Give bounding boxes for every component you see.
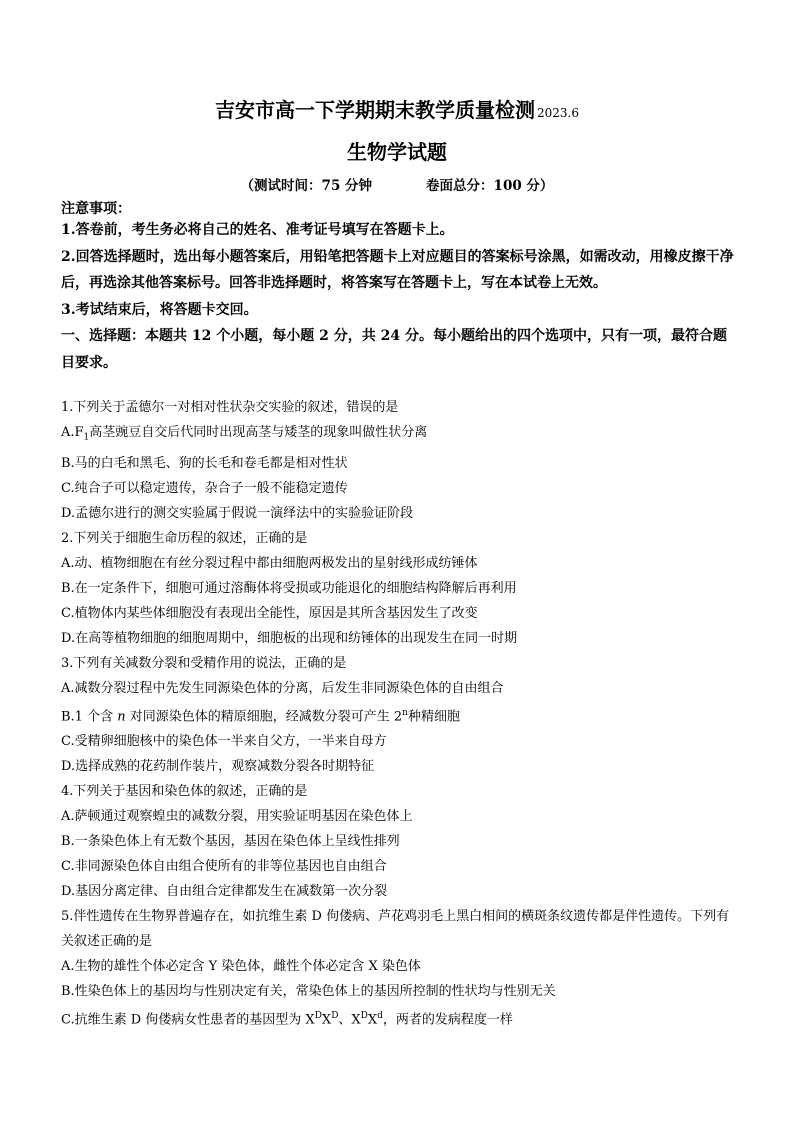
question-2-option-b: B.在一定条件下，细胞可通过溶酶体将受损或功能退化的细胞结构降解后再利用	[61, 580, 517, 596]
question-3-option-a: A.减数分裂过程中先发生同源染色体的分离，后发生非同源染色体的自由组合	[61, 680, 504, 696]
note-item-3: 3.考试结束后，将答题卡交回。	[61, 301, 258, 318]
question-4-stem: 4.下列关于基因和染色体的叙述，正确的是	[61, 783, 308, 799]
question-2-stem: 2.下列关于细胞生命历程的叙述，正确的是	[61, 530, 308, 546]
note-item-1: 1.答卷前，考生务必将自己的姓名、准考证号填写在答题卡上。	[61, 222, 454, 238]
question-2-option-c: C.植物体内某些体细胞没有表现出全能性，原因是其所含基因发生了改变	[61, 605, 478, 621]
test-time: （测试时间：75 分钟	[240, 178, 373, 194]
total-score: 卷面总分：100 分）	[426, 178, 554, 194]
question-4-option-a: A.萨顿通过观察蝗虫的减数分裂，用实验证明基因在染色体上	[61, 808, 413, 824]
question-3-option-c: C.受精卵细胞核中的染色体一半来自父方，一半来自母方	[61, 733, 387, 749]
question-4-option-b: B.一条染色体上有无数个基因，基因在染色体上呈线性排列	[61, 833, 400, 849]
question-5-option-c: C.抗维生素 D 佝偻病女性患者的基因型为 $X^DX^D$、$X^DX^d$，两者的发病程度一样	[61, 1010, 513, 1028]
question-4-option-c: C.非同源染色体自由组合使所有的非等位基因也自由组合	[61, 858, 387, 874]
question-2-option-d: D.在高等植物细胞的细胞周期中，细胞板的出现和纺锤体的出现发生在同一时期	[61, 630, 518, 646]
exam-date: 2023.6	[537, 106, 579, 120]
question-1-option-d: D.孟德尔进行的测交实验属于假说一演绎法中的实验验证阶段	[61, 505, 414, 521]
question-5-option-a: A.生物的雄性个体必定含 Y 染色体，雌性个体必定含 X 染色体	[61, 958, 421, 974]
question-3-option-d: D.选择成熟的花药制作装片，观察减数分裂各时期特征	[61, 758, 375, 774]
question-1-option-c: C.纯合子可以稳定遗传，杂合子一般不能稳定遗传	[61, 480, 348, 496]
question-5-stem: 5.伴性遗传在生物界普遍存在，如抗维生素 D 佝偻病、芦花鸡羽毛上黑白相间的横斑条纹遗传都是伴性遗传。下列有关叙述正确的是	[61, 908, 730, 949]
question-3-option-b: B.1 个含 n 对同源染色体的精原细胞，经减数分裂可产生 2$^n$种精细胞	[61, 707, 460, 724]
exam-title-line	[0, 94, 794, 123]
question-1-option-a: $A.F_1$高茎豌豆自交后代同时出现高茎与矮茎的现象叫做性状分离	[61, 425, 428, 443]
note-item-2: 2.回答选择题时，选出每小题答案后，用铅笔把答题卡上对应题目的答案标号涂黑，如需改动，用橡皮擦干净后，再选涂其他答案标号。回答非选择题时，将答案写在答题卡上，写在本试卷上无效。	[61, 248, 734, 291]
question-4-option-d: D.基因分离定律、自由组合定律都发生在减数第一次分裂	[61, 883, 388, 899]
question-2-option-a: A.动、植物细胞在有丝分裂过程中都由细胞两极发出的星射线形成纺锤体	[61, 555, 478, 571]
exam-info	[0, 174, 794, 194]
section-heading: 一、选择题：本题共 12 个小题，每小题 2 分，共 24 分。每小题给出的四个选项中，只有一项，最符合题目要求。	[61, 328, 727, 371]
notes-list	[61, 217, 737, 376]
exam-title: 吉安市高一下学期期末教学质量检测	[215, 98, 535, 122]
question-1-option-b: B.马的白毛和黑毛、狗的长毛和卷毛都是相对性状	[61, 455, 348, 471]
question-1-stem: 1.下列关于孟德尔一对相对性状杂交实验的叙述，错误的是	[61, 400, 399, 415]
question-list	[61, 395, 737, 1032]
notes-heading: 注意事项：	[61, 201, 131, 217]
question-5-option-b: B.性染色体上的基因均与性别决定有关，常染色体上的基因所控制的性状均与性别无关	[61, 983, 556, 999]
question-3-stem: 3.下列有关减数分裂和受精作用的说法，正确的是	[61, 655, 347, 671]
exam-subject: 生物学试题	[347, 140, 447, 164]
